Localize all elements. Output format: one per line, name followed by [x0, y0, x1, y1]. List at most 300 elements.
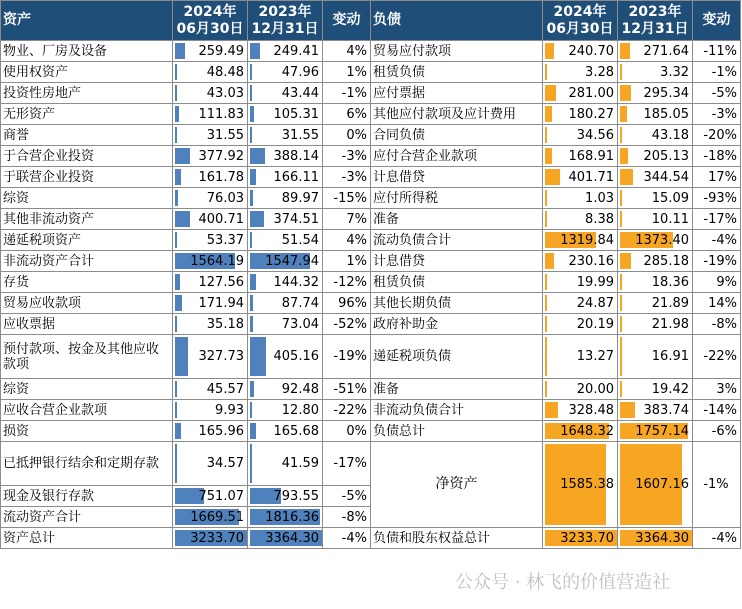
left-value-bar [250, 274, 256, 290]
left-v1-cell [173, 486, 248, 507]
table-row [1, 104, 741, 125]
left-v1-cell [173, 379, 248, 400]
right-v1-value: 1319.84 [560, 232, 614, 248]
left-value-bar [250, 64, 252, 80]
right-v1-cell [543, 167, 618, 188]
right-v2-value: 43.18 [651, 127, 689, 143]
liability-label: 租赁负债 [371, 272, 543, 293]
asset-change: -3% [323, 146, 371, 167]
right-v2-cell [618, 62, 693, 83]
left-v1-value: 76.03 [206, 190, 244, 206]
asset-change: -8% [323, 507, 371, 528]
header-row [1, 1, 741, 41]
liability-change: -1% [693, 442, 741, 528]
left-value-bar [175, 43, 185, 59]
right-value-bar [545, 106, 552, 122]
left-v2-value: 73.04 [281, 316, 319, 332]
liability-label: 租赁负债 [371, 62, 543, 83]
asset-change: 1% [323, 62, 371, 83]
right-value-bar [620, 316, 622, 332]
left-value-bar [175, 337, 188, 376]
left-v2-cell [248, 104, 323, 125]
right-v2-value: 3.32 [660, 64, 689, 80]
right-value-bar [545, 43, 554, 59]
right-value-bar [620, 253, 631, 269]
right-v1-value: 8.38 [585, 211, 614, 227]
table-row [1, 230, 741, 251]
right-value-bar [545, 274, 547, 290]
right-v2-value: 16.91 [651, 349, 689, 364]
right-v1-cell [543, 335, 618, 379]
left-v2-cell [248, 507, 323, 528]
asset-label: 无形资产 [1, 104, 173, 125]
left-v2-cell [248, 167, 323, 188]
left-value-bar [175, 190, 178, 206]
asset-label: 商誉 [1, 125, 173, 146]
liability-change: -14% [693, 400, 741, 421]
left-value-bar [175, 169, 181, 185]
right-v2-cell [618, 104, 693, 125]
right-v1-cell [543, 293, 618, 314]
liability-label: 应付所得税 [371, 188, 543, 209]
right-v2-value: 185.05 [643, 106, 689, 122]
right-v2-cell [618, 421, 693, 442]
right-v1-value: 328.48 [568, 402, 614, 418]
right-v1-cell [543, 62, 618, 83]
liability-label: 准备 [371, 379, 543, 400]
left-v1-cell [173, 104, 248, 125]
left-v1-cell [173, 41, 248, 62]
left-v1-value: 1564.19 [190, 253, 244, 269]
asset-label: 预付款项、按金及其他应收款项 [1, 335, 173, 379]
left-v1-value: 161.78 [198, 169, 244, 185]
asset-change: -52% [323, 314, 371, 335]
left-v2-cell [248, 125, 323, 146]
right-v1-cell [543, 400, 618, 421]
liability-label: 贸易应付款项 [371, 41, 543, 62]
right-v1-cell [543, 442, 618, 528]
right-v1-cell [543, 188, 618, 209]
right-v2-value: 383.74 [643, 402, 689, 418]
right-v2-value: 1757.14 [635, 423, 689, 439]
right-value-bar [620, 127, 622, 143]
right-value-bar [620, 295, 622, 311]
asset-change-header: 变动 [323, 1, 371, 41]
left-v2-value: 405.16 [273, 349, 319, 364]
liability-label: 其他长期负债 [371, 293, 543, 314]
asset-change: 7% [323, 209, 371, 230]
left-v1-value: 45.57 [206, 381, 244, 397]
right-v2-value: 271.64 [643, 43, 689, 59]
liability-date2-header: 2023年 12月31日 [618, 1, 693, 41]
left-value-bar [175, 106, 179, 122]
left-v2-value: 793.55 [273, 488, 319, 504]
balance-sheet-body [1, 1, 741, 549]
right-value-bar [620, 190, 622, 206]
table-row [1, 293, 741, 314]
right-value-bar [545, 316, 547, 332]
right-v2-value: 205.13 [643, 148, 689, 164]
asset-label: 现金及银行存款 [1, 486, 173, 507]
right-v1-cell [543, 83, 618, 104]
left-value-bar [175, 232, 177, 248]
right-v2-cell [618, 188, 693, 209]
left-value-bar [175, 316, 177, 332]
asset-date1-header: 2024年 06月30日 [173, 1, 248, 41]
right-v1-value: 20.00 [576, 381, 614, 397]
table-row [1, 400, 741, 421]
asset-change: -17% [323, 442, 371, 486]
left-value-bar [175, 64, 177, 80]
left-value-bar [175, 444, 177, 483]
left-value-bar [175, 148, 190, 164]
right-v2-cell [618, 379, 693, 400]
left-v2-cell [248, 486, 323, 507]
assets-header: 资产 [1, 1, 173, 41]
liability-change: 14% [693, 293, 741, 314]
left-v2-value: 12.80 [281, 402, 319, 418]
right-v1-value: 34.56 [576, 127, 614, 143]
left-value-bar [250, 148, 265, 164]
left-v2-value: 3364.30 [265, 530, 319, 546]
right-value-bar [620, 43, 630, 59]
right-v2-value: 21.89 [651, 295, 689, 311]
liability-change: -6% [693, 421, 741, 442]
left-v1-cell [173, 442, 248, 486]
left-v2-cell [248, 314, 323, 335]
asset-label: 于合营企业投资 [1, 146, 173, 167]
liability-label: 其他应付款项及应计费用 [371, 104, 543, 125]
right-v2-cell [618, 251, 693, 272]
liability-change: -93% [693, 188, 741, 209]
left-v2-value: 92.48 [281, 381, 319, 397]
liability-label: 应付合营企业款项 [371, 146, 543, 167]
right-v1-cell [543, 41, 618, 62]
right-value-bar [545, 402, 558, 418]
right-v2-value: 15.09 [651, 190, 689, 206]
right-v1-cell [543, 314, 618, 335]
right-v2-value: 3364.30 [635, 530, 689, 546]
liability-label: 应付票据 [371, 83, 543, 104]
right-v2-cell [618, 528, 693, 549]
left-v1-cell [173, 230, 248, 251]
left-value-bar [250, 232, 252, 248]
liability-date1-header: 2024年 06月30日 [543, 1, 618, 41]
right-v1-value: 230.16 [568, 253, 614, 269]
right-v2-cell [618, 230, 693, 251]
right-value-bar [545, 64, 547, 80]
left-v2-value: 374.51 [273, 211, 319, 227]
right-v2-value: 21.98 [651, 316, 689, 332]
left-value-bar [175, 85, 177, 101]
right-v1-value: 168.91 [568, 148, 614, 164]
liability-change: -4% [693, 230, 741, 251]
left-v2-cell [248, 421, 323, 442]
left-v1-cell [173, 293, 248, 314]
left-v2-value: 1816.36 [265, 509, 319, 525]
table-row [1, 209, 741, 230]
left-v2-cell [248, 41, 323, 62]
left-value-bar [175, 211, 190, 227]
right-v2-cell [618, 400, 693, 421]
table-row [1, 62, 741, 83]
asset-label: 其他非流动资产 [1, 209, 173, 230]
right-v1-cell [543, 209, 618, 230]
right-v1-value: 1.03 [585, 190, 614, 206]
asset-change: -4% [323, 528, 371, 549]
left-v2-value: 166.11 [273, 169, 319, 185]
liability-change: -17% [693, 209, 741, 230]
left-value-bar [250, 295, 253, 311]
right-v1-cell [543, 421, 618, 442]
asset-change: 4% [323, 230, 371, 251]
left-value-bar [250, 423, 256, 439]
right-v1-cell [543, 251, 618, 272]
left-v2-cell [248, 528, 323, 549]
right-value-bar [545, 190, 547, 206]
right-v1-value: 24.87 [576, 295, 614, 311]
liability-change: -11% [693, 41, 741, 62]
liability-change: -20% [693, 125, 741, 146]
right-v2-cell [618, 167, 693, 188]
liability-label: 计息借贷 [371, 251, 543, 272]
liability-label: 准备 [371, 209, 543, 230]
left-v2-cell [248, 230, 323, 251]
left-value-bar [250, 444, 252, 483]
right-value-bar [545, 85, 556, 101]
asset-label: 于联营企业投资 [1, 167, 173, 188]
table-row [1, 379, 741, 400]
right-v2-value: 295.34 [643, 85, 689, 101]
left-v2-cell [248, 188, 323, 209]
right-v1-cell [543, 528, 618, 549]
left-v1-value: 377.92 [198, 148, 244, 164]
left-v2-value: 87.74 [281, 295, 319, 311]
left-v2-value: 388.14 [273, 148, 319, 164]
table-row [1, 528, 741, 549]
left-v2-value: 165.68 [273, 423, 319, 439]
table-row [1, 442, 741, 486]
right-value-bar [620, 274, 622, 290]
asset-label: 综资 [1, 379, 173, 400]
right-v1-cell [543, 125, 618, 146]
table-row [1, 251, 741, 272]
right-v1-cell [543, 146, 618, 167]
liability-label: 负债总计 [371, 421, 543, 442]
right-v1-value: 3233.70 [560, 530, 614, 546]
left-value-bar [175, 402, 177, 418]
asset-label: 应收票据 [1, 314, 173, 335]
left-v1-value: 1669.51 [190, 509, 244, 525]
left-v1-value: 259.49 [198, 43, 244, 59]
left-v1-cell [173, 528, 248, 549]
right-value-bar [545, 253, 554, 269]
left-v2-value: 249.41 [273, 43, 319, 59]
right-v1-cell [543, 379, 618, 400]
asset-change: 4% [323, 41, 371, 62]
right-v1-value: 3.28 [585, 64, 614, 80]
asset-change: 0% [323, 125, 371, 146]
left-v1-cell [173, 400, 248, 421]
table-row [1, 83, 741, 104]
liability-label: 政府补助金 [371, 314, 543, 335]
asset-label: 贸易应收款项 [1, 293, 173, 314]
right-v1-value: 1585.38 [560, 477, 614, 492]
right-v2-value: 10.11 [651, 211, 689, 227]
left-value-bar [250, 190, 253, 206]
left-v1-value: 31.55 [206, 127, 244, 143]
left-value-bar [250, 127, 252, 143]
left-v1-value: 171.94 [198, 295, 244, 311]
left-v2-cell [248, 335, 323, 379]
left-value-bar [175, 274, 180, 290]
left-v2-value: 144.32 [273, 274, 319, 290]
left-v2-cell [248, 146, 323, 167]
right-v2-cell [618, 125, 693, 146]
right-v2-value: 19.42 [651, 381, 689, 397]
left-v1-value: 35.18 [206, 316, 244, 332]
left-v2-cell [248, 272, 323, 293]
left-v1-cell [173, 62, 248, 83]
right-v1-cell [543, 230, 618, 251]
left-v1-cell [173, 125, 248, 146]
right-value-bar [545, 169, 560, 185]
left-v2-cell [248, 83, 323, 104]
left-v1-cell [173, 146, 248, 167]
right-value-bar [620, 211, 622, 227]
right-v2-value: 1607.16 [635, 477, 689, 492]
left-v1-value: 327.73 [198, 349, 244, 364]
liability-change: -8% [693, 314, 741, 335]
asset-change: 6% [323, 104, 371, 125]
left-value-bar [175, 295, 182, 311]
left-v2-cell [248, 293, 323, 314]
left-value-bar [250, 316, 253, 332]
asset-change: 1% [323, 251, 371, 272]
asset-date2-header: 2023年 12月31日 [248, 1, 323, 41]
liability-change: -22% [693, 335, 741, 379]
right-v1-value: 13.27 [576, 349, 614, 364]
left-value-bar [250, 169, 256, 185]
left-v2-value: 1547.94 [265, 253, 319, 269]
left-v1-value: 3233.70 [190, 530, 244, 546]
table-row [1, 167, 741, 188]
left-v1-cell [173, 209, 248, 230]
right-v1-value: 1648.32 [560, 423, 614, 439]
asset-change: -51% [323, 379, 371, 400]
left-v1-cell [173, 167, 248, 188]
asset-change: -12% [323, 272, 371, 293]
right-v2-cell [618, 209, 693, 230]
left-value-bar [250, 43, 260, 59]
left-v2-cell [248, 442, 323, 486]
left-v1-cell [173, 272, 248, 293]
table-row [1, 146, 741, 167]
left-v1-cell [173, 188, 248, 209]
right-v2-value: 1373.40 [635, 232, 689, 248]
left-v1-cell [173, 507, 248, 528]
left-v1-value: 400.71 [198, 211, 244, 227]
left-v1-value: 751.07 [198, 488, 244, 504]
left-v2-value: 43.44 [281, 85, 319, 101]
asset-label: 递延税项资产 [1, 230, 173, 251]
left-v2-value: 51.54 [281, 232, 319, 248]
asset-change: -3% [323, 167, 371, 188]
left-v2-cell [248, 209, 323, 230]
right-value-bar [545, 337, 547, 376]
right-v2-cell [618, 442, 693, 528]
right-value-bar [545, 211, 547, 227]
liability-label: 递延税项负债 [371, 335, 543, 379]
liability-change: 3% [693, 379, 741, 400]
liability-label: 合同负债 [371, 125, 543, 146]
asset-label: 存货 [1, 272, 173, 293]
liability-change: 17% [693, 167, 741, 188]
right-value-bar [620, 85, 631, 101]
left-v2-cell [248, 62, 323, 83]
right-v2-cell [618, 41, 693, 62]
left-v1-value: 165.96 [198, 423, 244, 439]
left-v1-cell [173, 421, 248, 442]
right-v1-value: 19.99 [576, 274, 614, 290]
table-row [1, 41, 741, 62]
asset-label: 损资 [1, 421, 173, 442]
liabilities-header: 负债 [371, 1, 543, 41]
asset-change: 96% [323, 293, 371, 314]
watermark: 公众号 · 林飞的价值营造社 [455, 572, 671, 593]
right-v2-cell [618, 83, 693, 104]
asset-change: -15% [323, 188, 371, 209]
left-v2-value: 47.96 [281, 64, 319, 80]
left-v2-cell [248, 251, 323, 272]
left-v1-cell [173, 314, 248, 335]
liability-change: -1% [693, 62, 741, 83]
liability-change: -4% [693, 528, 741, 549]
asset-label: 投资性房地产 [1, 83, 173, 104]
right-value-bar [620, 337, 622, 376]
asset-label: 流动资产合计 [1, 507, 173, 528]
right-v2-cell [618, 146, 693, 167]
right-v2-value: 344.54 [643, 169, 689, 185]
right-v1-cell [543, 272, 618, 293]
liability-change: -5% [693, 83, 741, 104]
asset-change: 0% [323, 421, 371, 442]
right-v2-value: 285.18 [643, 253, 689, 269]
asset-label: 非流动资产合计 [1, 251, 173, 272]
left-v1-cell [173, 335, 248, 379]
table-row [1, 125, 741, 146]
right-v1-value: 401.71 [568, 169, 614, 185]
asset-label: 使用权资产 [1, 62, 173, 83]
left-v2-value: 41.59 [281, 456, 319, 471]
left-v1-cell [173, 251, 248, 272]
liability-label: 计息借贷 [371, 167, 543, 188]
liability-label: 非流动负债合计 [371, 400, 543, 421]
asset-change: -19% [323, 335, 371, 379]
right-v1-cell [543, 104, 618, 125]
left-value-bar [250, 402, 252, 418]
left-v1-value: 48.48 [206, 64, 244, 80]
left-value-bar [175, 127, 177, 143]
left-v1-value: 34.57 [206, 456, 244, 471]
right-value-bar [620, 148, 628, 164]
right-value-bar [620, 169, 633, 185]
left-value-bar [250, 381, 254, 397]
table-row [1, 421, 741, 442]
left-v2-cell [248, 400, 323, 421]
asset-change: -1% [323, 83, 371, 104]
right-v2-cell [618, 272, 693, 293]
